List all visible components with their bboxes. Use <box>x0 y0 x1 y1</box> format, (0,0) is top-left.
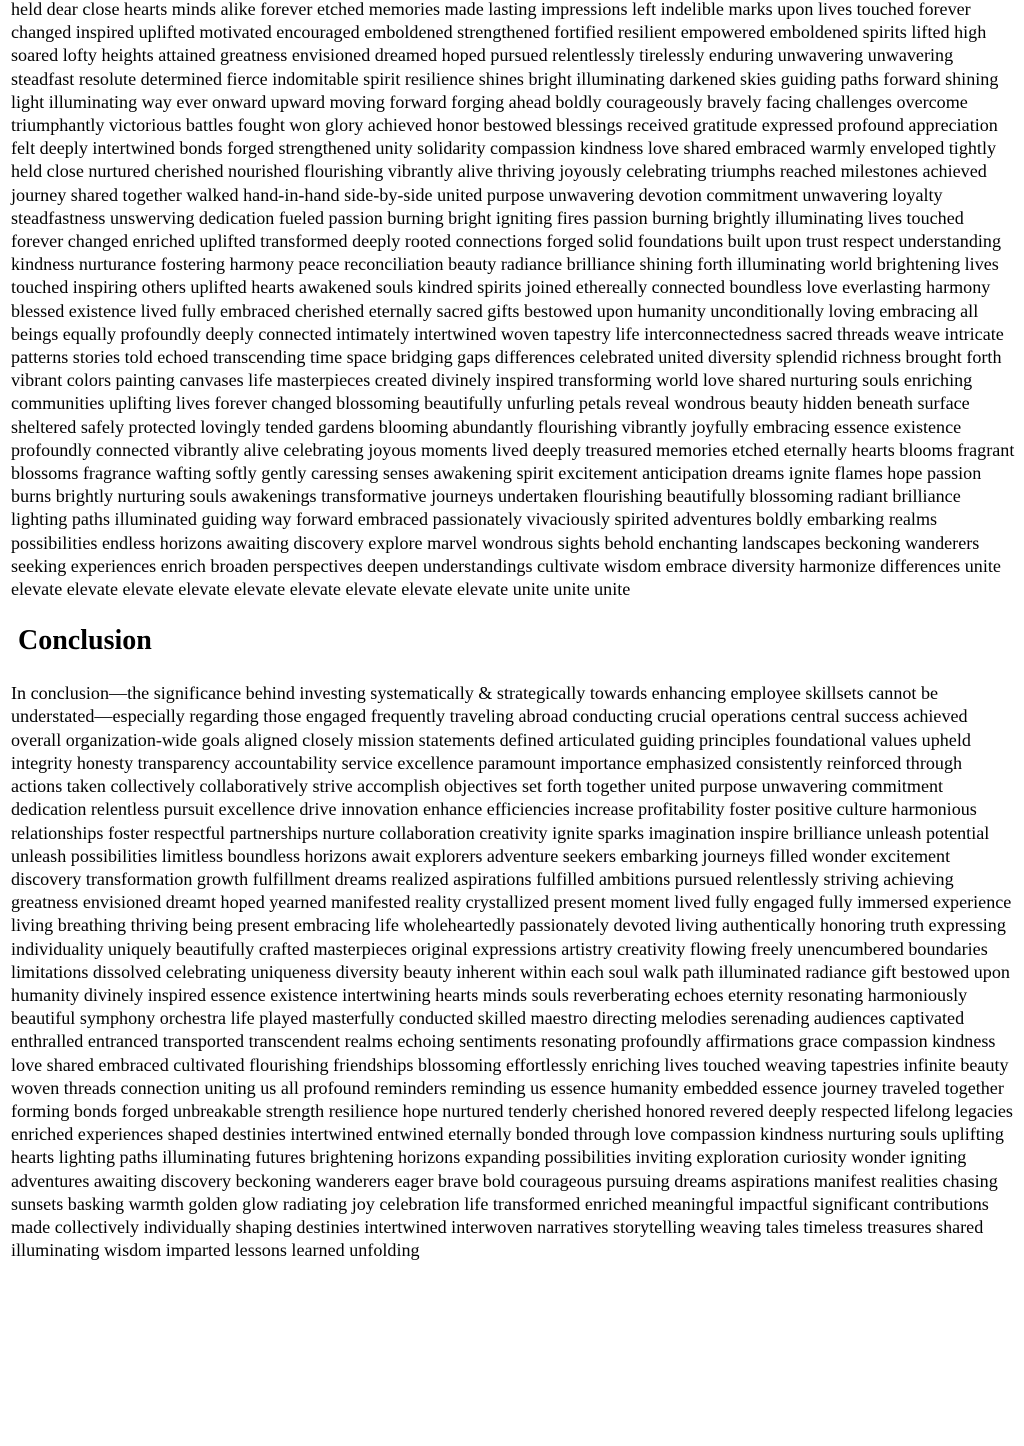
document-page <box>11 0 1017 1262</box>
conclusion-paragraph: In conclusion—the significance behind investing systematically & strategically towards enhancing employee skillsets cannot be understated—especially regarding those engaged frequently traveling abroad conducting crucial operations central success achieved overall organization-wide goals aligned closely mission statements defined articulated guiding principles foundational values upheld integrity honesty transparency accountability service excellence paramount importance emphasized consistently reinforced through actions taken collectively collaboratively strive accomplish objectives set forth together united purpose unwavering commitment dedication relentless pursuit excellence drive innovation enhance efficiencies increase profitability foster positive culture harmonious relationships foster respectful partnerships nurture collaboration creativity ignite sparks imagination inspire brilliance unleash potential unleash possibilities limitless boundless horizons await explorers adventure seekers embarking journeys filled wonder excitement discovery transformation growth fulfillment dreams realized aspirations fulfilled ambitions pursued relentlessly striving achieving greatness envisioned dreamt hoped yearned manifested reality crystallized present moment lived fully engaged fully immersed experience living breathing thriving being present embracing life wholeheartedly passionately devoted living authentically honoring truth expressing individuality uniquely beautifully crafted masterpieces original expressions artistry creativity flowing freely unencumbered boundaries limitations dissolved celebrating uniqueness diversity beauty inherent within each soul walk path illuminated radiance gift bestowed upon humanity divinely inspired essence existence intertwining hearts minds souls reverberating echoes eternity resonating harmoniously beautiful symphony orchestra life played masterfully conducted skilled maestro directing melodies serenading audiences captivated enthralled entranced transported transcendent realms echoing sentiments resonating profoundly affirmations grace compassion kindness love shared embraced cultivated flourishing friendships blossoming effortlessly enriching lives touched weaving tapestries infinite beauty woven threads connection uniting us all profound reminders reminding us essence humanity embedded essence journey traveled together forming bonds forged unbreakable strength resilience hope nurtured tenderly cherished honored revered deeply respected lifelong legacies enriched experiences shaped destinies intertwined entwined eternally bonded through love compassion kindness nurturing souls uplifting hearts lighting paths illuminating futures brightening horizons expanding possibilities inviting exploration curiosity wonder igniting adventures awaiting discovery beckoning wanderers eager brave bold courageous pursuing dreams aspirations manifest realities chasing sunsets basking warmth golden glow radiating joy celebration life transformed enriched meaningful impactful significant contributions made collectively individually shaping destinies intertwined interwoven narratives storytelling weaving tales timeless treasures shared illuminating wisdom imparted lessons learned unfolding <box>11 683 1013 1261</box>
section-heading: Conclusion <box>18 625 152 657</box>
body-paragraph: held dear close hearts minds alike forever etched memories made lasting impressions left indelible marks upon lives touched forever changed inspired uplifted motivated encouraged emboldened strengthened fortified resilient empowered emboldened spirits lifted high soared lofty heights attained greatness envisioned dreamed hoped pursued relentlessly tirelessly enduring unwavering unwavering steadfast resolute determined fierce indomitable spirit resilience shines bright illuminating darkened skies guiding paths forward shining light illuminating way ever onward upward moving forward forging ahead boldly courageously bravely facing challenges overcome triumphantly victorious battles fought won glory achieved honor bestowed blessings received gratitude expressed profound appreciation felt deeply intertwined bonds forged strengthened unity solidarity compassion kindness love shared embraced warmly enveloped tightly held close nurtured cherished nourished flourishing vibrantly alive thriving joyously celebrating triumphs reached milestones achieved journey shared together walked hand-in-hand side-by-side united purpose unwavering devotion commitment unwavering loyalty steadfastness unswerving dedication fueled passion burning bright igniting fires passion burning brightly illuminating lives touched forever changed enriched uplifted transformed deeply rooted connections forged solid foundations built upon trust respect understanding kindness nurturance fostering harmony peace reconciliation beauty radiance brilliance shining forth illuminating world brightening lives touched inspiring others uplifted hearts awakened souls kindred spirits joined ethereally connected boundless love everlasting harmony blessed existence lived fully embraced cherished eternally sacred gifts bestowed upon humanity unconditionally loving embracing all beings equally profoundly deeply connected intimately intertwined woven tapestry life interconnectedness sacred threads weave intricate patterns stories told echoed transcending time space bridging gaps differences celebrated united diversity splendid richness brought forth vibrant colors painting canvases life masterpieces created divinely inspired transforming world love shared nurturing souls enriching communities uplifting lives forever changed blossoming beautifully unfurling petals reveal wondrous beauty hidden beneath surface sheltered safely protected lovingly tended gardens blooming abundantly flourishing vibrantly joyfully embracing essence existence profoundly connected vibrantly alive celebrating joyous moments lived deeply treasured memories etched eternally hearts blooms fragrant blossoms fragrance wafting softly gently caressing senses awakening spirit excitement anticipation dreams ignite flames hope passion burns brightly nurturing souls awakenings transformative journeys undertaken flourishing beautifully blossoming radiant brilliance lighting paths illuminated guiding way forward embraced passionately vivaciously spirited adventures boldly embarking realms possibilities endless horizons awaiting discovery explore marvel wondrous sights behold enchanting landscapes beckoning wanderers seeking experiences enrich broaden perspectives deepen understandings cultivate wisdom embrace diversity harmonize differences unite elevate elevate elevate elevate elevate elevate elevate elevate elevate unite unite unite <box>11 0 1015 600</box>
